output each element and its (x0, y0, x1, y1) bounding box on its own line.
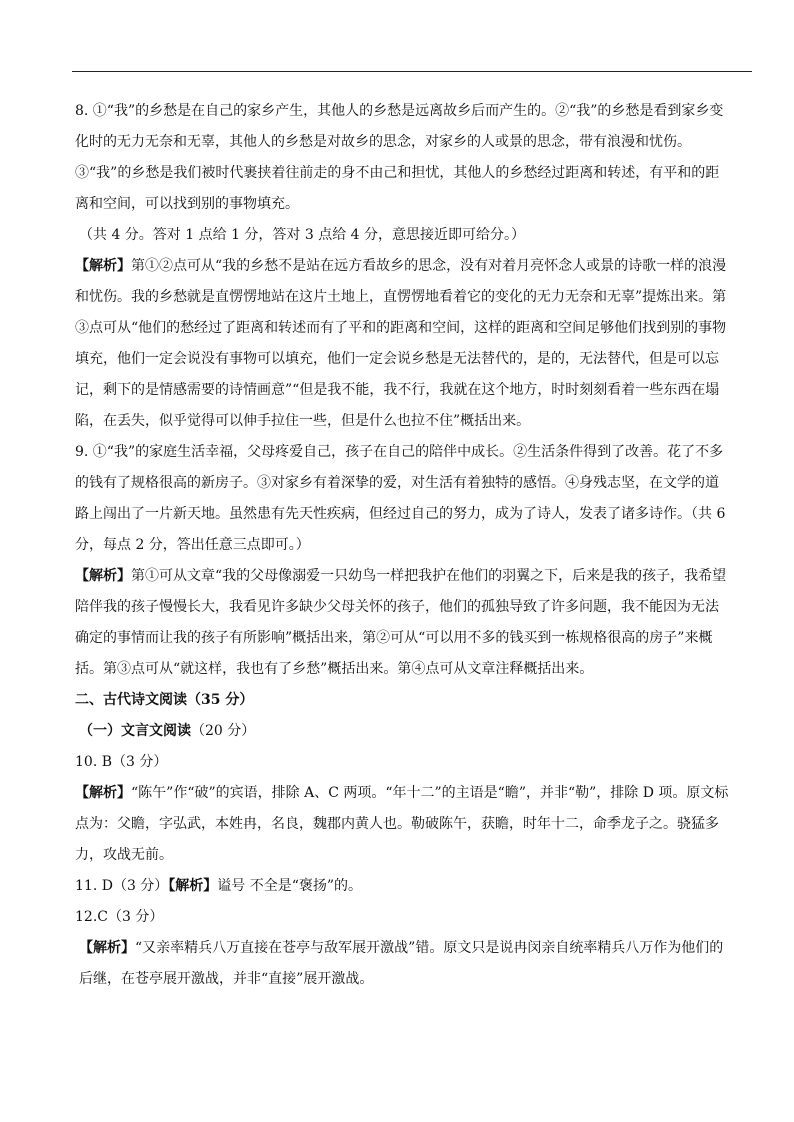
q10-analysis (75, 778, 731, 871)
section-2-heading: 二、古代诗文阅读（35 分） (75, 692, 254, 708)
q12-analysis (75, 933, 731, 995)
q8-answer: 8. ①“我”的乡愁是在自己的家乡产生，其他人的乡愁是远离故乡后而产生的。②“我”的乡愁是看到家乡变化时的无力无奈和无辜，其他人的乡愁是对故乡的思念，对家乡的人或景的思念，带有浪漫和忧伤。③“我”的乡愁是我们被时代裹挟着往前走的身不由己和担忧，其他人的乡愁经过距离和转述，有平和的距离和空间，可以找到别的事物填充。 (75, 103, 724, 212)
q8-analysis-text: 第①②点可从“我的乡愁不是站在远方看故乡的思念，没有对着月亮怀念人或景的诗歌一样的浪漫和忧伤。我的乡愁就是直愣愣地站在这片土地上，直愣愣地看着它的变化的无力无奈和无辜”提炼出来。第③点可从“他们的愁经过了距离和转述而有了平和的距离和空间，这样的距离和空间足够他们找到别的事物填充，他们一定会说没有事物可以填充，他们一定会说乡愁是无法替代的，是的，无法替代，但是可以忘记，剩下的是情感需要的诗情画意”“但是我不能，我不行，我就在这个地方，时时刻刻看着一些东西在塌陷，在丢失，似乎觉得可以伸手拉住一些，但是什么也拉不住”概括出来。 (75, 258, 727, 429)
q10-analysis-text: “陈午”作“破”的宾语，排除 A、C 两项。“年十二”的主语是“瞻”，并非“勒”，排除 D 项。原文标点为：父瞻，字弘武，本姓冉，名良，魏郡内黄人也。勒破陈午，获瞻，时年十二，命季龙子之。骁猛多力，攻战无前。 (75, 785, 729, 863)
answer-content (75, 96, 731, 995)
subsection-points: （20 分） (191, 723, 256, 739)
analysis-tag: 【解析】 (75, 785, 131, 801)
q8-scoring: （共 4 分。答对 1 点给 1 分，答对 3 点给 4 分，意思接近即可给分。） (79, 227, 526, 243)
q9-analysis-text: 第①可从文章“我的父母像溺爱一只幼鸟一样把我护在他们的羽翼之下，后来是我的孩子，我希望陪伴我的孩子慢慢长大，我看见许多缺少父母关怀的孩子，他们的孤独导致了许多问题，我不能因为无法确定的事情而让我的孩子有所影响”概括出来，第②可从“可以用不多的钱买到一栋规格很高的房子”来概括。第③点可从“就这样，我也有了乡愁”概括出来。第④点可从文章注释概括出来。 (75, 568, 727, 677)
q9-answer: 9. ①“我”的家庭生活幸福，父母疼爱自己，孩子在自己的陪伴中成长。②生活条件得到了改善。花了不多的钱有了规格很高的新房子。③对家乡有着深挚的爱，对生活有着独特的感悟。④身残志坚，在文学的道路上闯出了一片新天地。虽然患有先天性疾病，但经过自己的努力，成为了诗人，发表了诸多诗作。（共 6 分，每点 2 分，答出任意三点即可。） (75, 444, 726, 553)
q11-analysis-text: 谥号 不全是“褒扬”的。 (217, 878, 363, 894)
subsection-heading (75, 716, 731, 747)
subsection-title: （一）文言文阅读 (79, 723, 191, 739)
q8-analysis (75, 251, 731, 437)
header-rule (72, 71, 752, 72)
q12-answer: 12.C（3 分） (75, 909, 164, 925)
analysis-tag: 【解析】 (75, 258, 131, 274)
q10-answer: 10. B（3 分） (75, 754, 168, 770)
analysis-tag: 【解析】 (79, 940, 135, 956)
q12-analysis-text: “又亲率精兵八万直接在苍亭与敌军展开激战”错。原文只是说冉闵亲自统率精兵八万作为他们的后继，在苍亭展开激战，并非“直接”展开激战。 (79, 940, 724, 987)
q11-answer: 11. D（3 分） (75, 878, 169, 894)
analysis-tag: 【解析】 (168, 878, 218, 894)
q9-analysis (75, 561, 731, 685)
q11-line (75, 871, 731, 902)
analysis-tag: 【解析】 (75, 568, 131, 584)
